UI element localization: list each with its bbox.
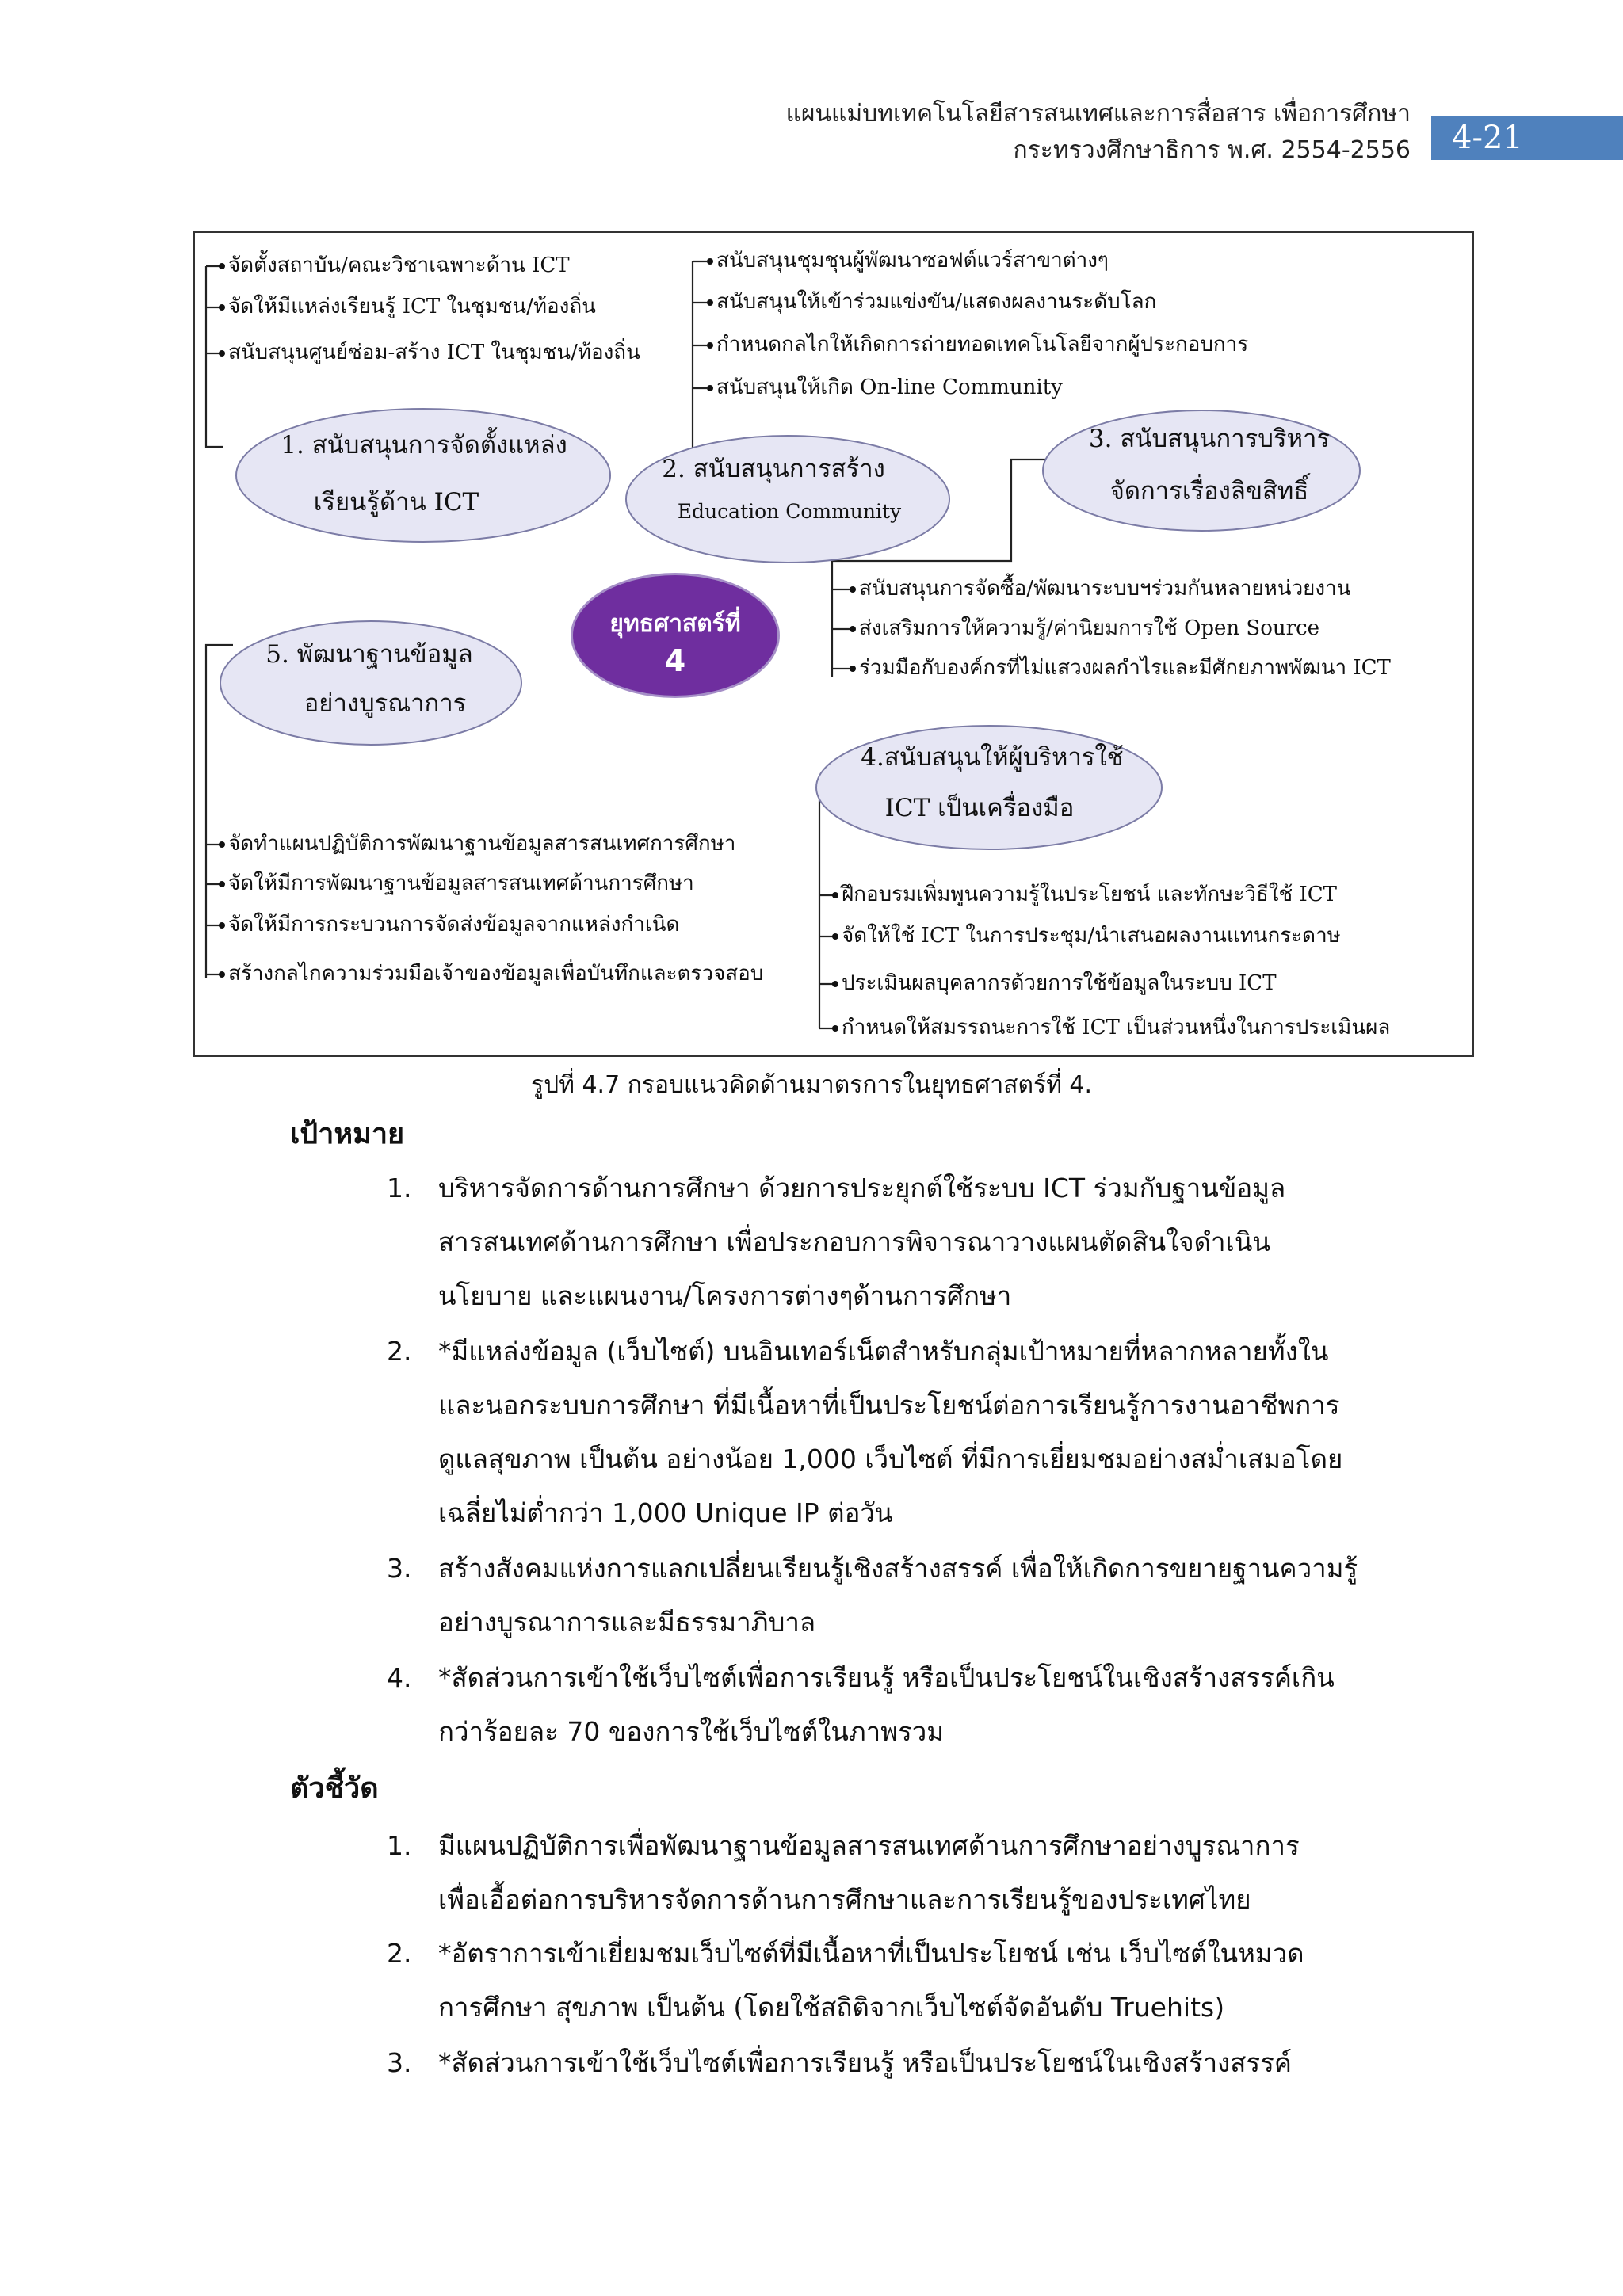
header-title: แผนแม่บทเทคโนโลยีสารสนเทศและการสื่อสาร เพื่อการศึกษา (785, 100, 1411, 128)
group4-item: จัดให้ใช้ ICT ในการประชุม/นำเสนอผลงานแทนกระดาษ (842, 924, 1341, 948)
cloud5-line2: อย่างบูรณาการ (304, 689, 467, 718)
group1-item: จัดให้มีแหล่งเรียนรู้ ICT ในชุมชน/ท้องถิ่น (228, 295, 596, 318)
group2-item: สนับสนุนชุมชุนผู้พัฒนาซอฟต์แวร์สาขาต่างๆ (716, 249, 1109, 273)
target-item-line: *มีแหล่งข้อมูล (เว็บไซต์) บนอินเทอร์เน็ตสำหรับกลุ่มเป้าหมายที่หลากหลายทั้งใน (438, 1336, 1329, 1367)
group1-item: จัดตั้งสถาบัน/คณะวิชาเฉพาะด้าน ICT (228, 254, 570, 277)
group3-item: ร่วมมือกับองค์กรที่ไม่แสวงผลกำไรและมีศักยภาพพัฒนา ICT (859, 656, 1391, 680)
target-item-number: 4. (387, 1662, 412, 1693)
group4-item: ฝึกอบรมเพิ่มพูนความรู้ในประโยชน์ และทักษะวิธีใช้ ICT (842, 883, 1337, 906)
group5-item: จัดให้มีการกระบวนการจัดส่งข้อมูลจากแหล่งกำเนิด (228, 913, 680, 936)
cloud2-line1: 2. สนับสนุนการสร้าง (662, 455, 885, 483)
indicator-item-number: 3. (387, 2047, 412, 2078)
group4-item: กำหนดให้สมรรถนะการใช้ ICT เป็นส่วนหนึ่งในการประเมินผล (842, 1016, 1391, 1039)
target-item-line: อย่างบูรณาการและมีธรรมาภิบาล (438, 1607, 816, 1638)
target-item-line: นโยบาย และแผนงาน/โครงการต่างๆด้านการศึกษา (438, 1280, 1012, 1311)
target-item-line: กว่าร้อยละ 70 ของการใช้เว็บไซต์ในภาพรวม (438, 1716, 944, 1747)
cloud1-line2: เรียนรู้ด้าน ICT (313, 488, 479, 517)
group5-item: จัดให้มีการพัฒนาฐานข้อมูลสารสนเทศด้านการศึกษา (228, 871, 694, 895)
indicator-item-line: *อัตราการเข้าเยี่ยมชมเว็บไซต์ที่มีเนื้อหาที่เป็นประโยชน์ เช่น เว็บไซต์ในหมวด (438, 1938, 1304, 1969)
target-item-number: 1. (387, 1173, 412, 1203)
target-item-line: สร้างสังคมแห่งการแลกเปลี่ยนเรียนรู้เชิงสร้างสรรค์ เพื่อให้เกิดการขยายฐานความรู้ (438, 1553, 1358, 1584)
indicator-item-line: *สัดส่วนการเข้าใช้เว็บไซต์เพื่อการเรียนรู้ หรือเป็นประโยชน์ในเชิงสร้างสรรค์ (438, 2047, 1292, 2078)
strategy-center-number: 4 (664, 643, 686, 678)
figure-caption: รูปที่ 4.7 กรอบแนวคิดด้านมาตรการในยุทธศาสตร์ที่ 4. (530, 1071, 1093, 1099)
target-item-line: เฉลี่ยไม่ต่ำกว่า 1,000 Unique IP ต่อวัน (438, 1497, 893, 1528)
group2-item: สนับสนุนให้เข้าร่วมแข่งขัน/แสดงผลงานระดับโลก (716, 290, 1157, 314)
target-item-line: และนอกระบบการศึกษา ที่มีเนื้อหาที่เป็นประโยชน์ต่อการเรียนรู้การงานอาชีพการ (438, 1390, 1340, 1421)
group5-item: สร้างกลไกความร่วมมือเจ้าของข้อมูลเพื่อบันทึกและตรวจสอบ (228, 962, 764, 986)
indicator-item-line: มีแผนปฏิบัติการเพื่อพัฒนาฐานข้อมูลสารสนเทศด้านการศึกษาอย่างบูรณาการ (438, 1830, 1300, 1861)
group5-item: จัดทำแผนปฏิบัติการพัฒนาฐานข้อมูลสารสนเทศการศึกษา (228, 832, 736, 856)
group4-connector (819, 788, 834, 1028)
target-item-line: *สัดส่วนการเข้าใช้เว็บไซต์เพื่อการเรียนรู้ หรือเป็นประโยชน์ในเชิงสร้างสรรค์เกิน (438, 1662, 1335, 1693)
targets-heading: เป้าหมาย (290, 1118, 405, 1150)
page-number-badge: 4-21 (1431, 116, 1623, 160)
header-subtitle: กระทรวงศึกษาธิการ พ.ศ. 2554-2556 (1013, 136, 1411, 164)
indicator-item-number: 2. (387, 1938, 412, 1969)
target-item-line: ดูแลสุขภาพ เป็นต้น อย่างน้อย 1,000 เว็บไซต์ ที่มีการเยี่ยมชมอย่างสม่ำเสมอโดย (438, 1444, 1343, 1474)
cloud4-line2: ICT เป็นเครื่องมือ (884, 794, 1075, 822)
group1-item: สนับสนุนศูนย์ซ่อม-สร้าง ICT ในชุมชน/ท้องถิ่น (228, 341, 640, 364)
strategy-center-oval (573, 575, 777, 696)
strategy-diagram (193, 231, 1474, 1057)
target-item-line: บริหารจัดการด้านการศึกษา ด้วยการประยุกต์ใช้ระบบ ICT ร่วมกับฐานข้อมูล (438, 1173, 1286, 1203)
strategy-center-label: ยุทธศาสตร์ที่ (609, 610, 741, 638)
indicator-item-line: เพื่อเอื้อต่อการบริหารจัดการด้านการศึกษาและการเรียนรู้ของประเทศไทย (438, 1884, 1251, 1915)
cloud5-line1: 5. พัฒนาฐานข้อมูล (265, 640, 473, 669)
group3-item: ส่งเสริมการให้ความรู้/ค่านิยมการใช้ Open Source (859, 616, 1320, 640)
group1-connector (206, 266, 223, 447)
cloud1-line1: 1. สนับสนุนการจัดตั้งแหล่ง (281, 431, 567, 460)
cloud2-line2: Education Community (677, 500, 902, 523)
group4-item: ประเมินผลบุคลากรด้วยการใช้ข้อมูลในระบบ ICT (842, 971, 1277, 995)
indicator-item-number: 1. (387, 1830, 412, 1861)
group2-item: กำหนดกลไกให้เกิดการถ่ายทอดเทคโนโลยีจากผู้ประกอบการ (716, 333, 1249, 357)
group2-item: สนับสนุนให้เกิด On-line Community (716, 376, 1063, 399)
indicator-item-line: การศึกษา สุขภาพ เป็นต้น (โดยใช้สถิติจากเว็บไซต์จัดอันดับ Truehits) (438, 1992, 1225, 2023)
target-item-line: สารสนเทศด้านการศึกษา เพื่อประกอบการพิจารณาวางแผนตัดสินใจดำเนิน (438, 1226, 1270, 1257)
cloud4-line1: 4.สนับสนุนให้ผู้บริหารใช้ (861, 743, 1124, 772)
group3-item: สนับสนุนการจัดซื้อ/พัฒนาระบบฯร่วมกันหลายหน่วยงาน (859, 577, 1351, 601)
indicators-heading: ตัวชี้วัด (290, 1772, 379, 1805)
cloud3-line1: 3. สนับสนุนการบริหาร (1088, 425, 1331, 453)
cloud3-line2: จัดการเรื่องลิขสิทธิ์ (1109, 477, 1309, 505)
target-item-number: 3. (387, 1553, 412, 1584)
target-item-number: 2. (387, 1336, 412, 1367)
